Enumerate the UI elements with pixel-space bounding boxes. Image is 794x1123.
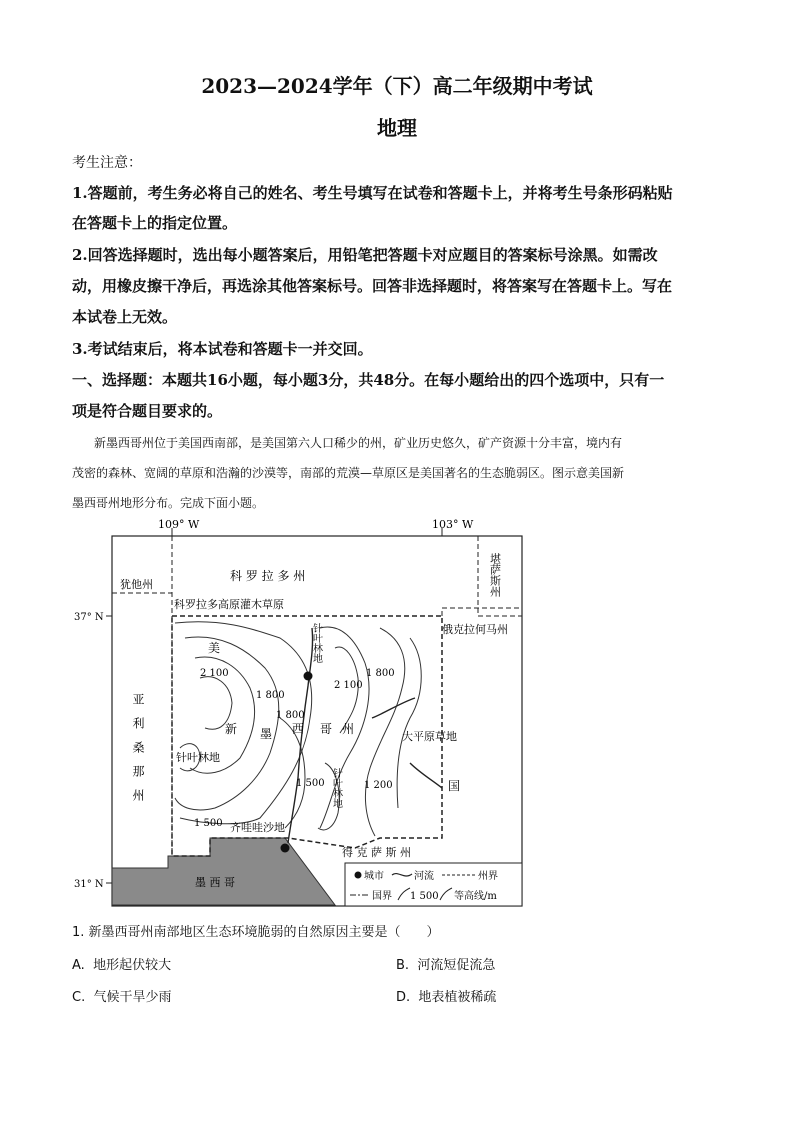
- nm-label: 州: [342, 722, 355, 736]
- exam-title: 2023—2024学年（下）高二年级期中考试: [201, 74, 593, 98]
- legend-state: 州界: [478, 871, 498, 882]
- passage-line: 新墨西哥州位于美国西南部，是美国第六人口稀少的州，矿业历史悠久，矿产资源十分丰富，境内有: [94, 436, 623, 450]
- legend-contour-value: 1 500: [410, 891, 439, 902]
- option-text: 气候干旱少雨: [93, 990, 172, 1005]
- option-text: 地形起伏较大: [93, 958, 172, 973]
- notice-line: 本试卷上无效。: [72, 308, 178, 326]
- contour-value: 2 100: [200, 668, 229, 679]
- conifer-label: 针叶林地: [330, 768, 342, 808]
- notice-line: 3.考试结束后，将本试卷和答题卡一并交回。: [72, 340, 373, 358]
- contour-value: 1 800: [366, 668, 395, 679]
- plateau-label: 科罗拉多高原灌木草原: [174, 598, 284, 611]
- legend-contour: 等高线/m: [454, 891, 497, 902]
- nm-label: 墨: [260, 727, 273, 741]
- legend-city: 城市: [364, 871, 384, 882]
- notice-line: 1.答题前，考生务必将自己的姓名、考生号填写在试卷和答题卡上，并将考生号条形码粘贴: [72, 184, 673, 202]
- option-d[interactable]: [396, 986, 496, 1005]
- question-stem: 1. 新墨西哥州南部地区生态环境脆弱的自然原因主要是（ ）: [72, 925, 440, 940]
- passage-line: 墨西哥州地形分布。完成下面小题。: [72, 496, 265, 510]
- passage-line: 茂密的森林、宽阔的草原和浩瀚的沙漠等，南部的荒漠—草原区是美国著名的生态脆弱区。图示意美国新: [72, 466, 625, 480]
- usa-label: 国: [448, 779, 461, 793]
- contour-value: 1 800: [276, 710, 305, 721]
- contour-value: 1 500: [194, 818, 223, 829]
- passage: [72, 428, 722, 518]
- contour-value: 1 800: [256, 690, 285, 701]
- conifer-label: 针叶林地: [310, 623, 322, 663]
- city-marker: [304, 672, 313, 681]
- map-frame: [112, 536, 522, 906]
- conifer-label: 针叶林地: [176, 751, 220, 764]
- plains-label: 大平原草地: [402, 730, 457, 743]
- usa-label: 美: [208, 641, 221, 655]
- notice-line: 在答题卡上的指定位置。: [72, 214, 238, 232]
- option-b[interactable]: [396, 954, 495, 973]
- notice-line: 动，用橡皮擦干净后，再选涂其他答案标号。回答非选择题时，将答案写在答题卡上。写在: [72, 277, 673, 295]
- colorado-label: 科 罗 拉 多 州: [230, 569, 306, 583]
- utah-label: 犹他州: [120, 578, 153, 591]
- subject-title: 地理: [377, 116, 417, 140]
- texas-label: 得 克 萨 斯 州: [342, 846, 411, 859]
- lon-label-right: 103° W: [432, 518, 474, 531]
- option-key: A.: [72, 958, 85, 973]
- legend-border: 国界: [372, 891, 392, 902]
- option-key: C.: [72, 990, 86, 1005]
- option-c[interactable]: [72, 986, 172, 1005]
- lat-label-top: 37° N: [74, 612, 104, 623]
- option-key: B.: [396, 958, 410, 973]
- option-text: 地表植被稀疏: [418, 990, 497, 1005]
- mexico-label: 墨 西 哥: [195, 876, 235, 889]
- arizona-label: 亚利桑那州: [131, 693, 145, 813]
- oklahoma-label: 俄克拉何马州: [442, 623, 508, 636]
- map-legend: [345, 863, 522, 906]
- nm-label: 西: [292, 722, 305, 736]
- contour-value: 2 100: [334, 680, 363, 691]
- legend-river: 河流: [414, 871, 434, 882]
- option-key: D.: [396, 990, 411, 1005]
- section-heading: 一、选择题：本题共16小题，每小题3分，共48分。在每小题给出的四个选项中，只有一: [72, 371, 665, 389]
- nm-label: 新: [225, 722, 238, 736]
- notice-heading: 考生注意：: [72, 155, 142, 171]
- contour-value: 1 500: [296, 778, 325, 789]
- new-mexico-map: [74, 518, 530, 913]
- option-a[interactable]: [72, 954, 171, 973]
- contour-value: 1 200: [364, 780, 393, 791]
- state-line: [442, 608, 522, 616]
- option-text: 河流短促流急: [417, 958, 496, 973]
- kansas-label: 堪萨斯州: [488, 553, 502, 597]
- city-marker: [281, 844, 290, 853]
- lon-label-left: 109° W: [158, 518, 200, 531]
- nm-label: 哥: [320, 722, 333, 736]
- lat-label-bottom: 31° N: [74, 879, 104, 890]
- section-heading: 项是符合题目要求的。: [72, 402, 223, 420]
- notice-line: 2.回答选择题时，选出每小题答案后，用铅笔把答题卡对应题目的答案标号涂黑。如需改: [72, 246, 658, 264]
- mexico-area: [112, 838, 335, 905]
- desert-label: 齐哇哇沙地: [230, 821, 285, 834]
